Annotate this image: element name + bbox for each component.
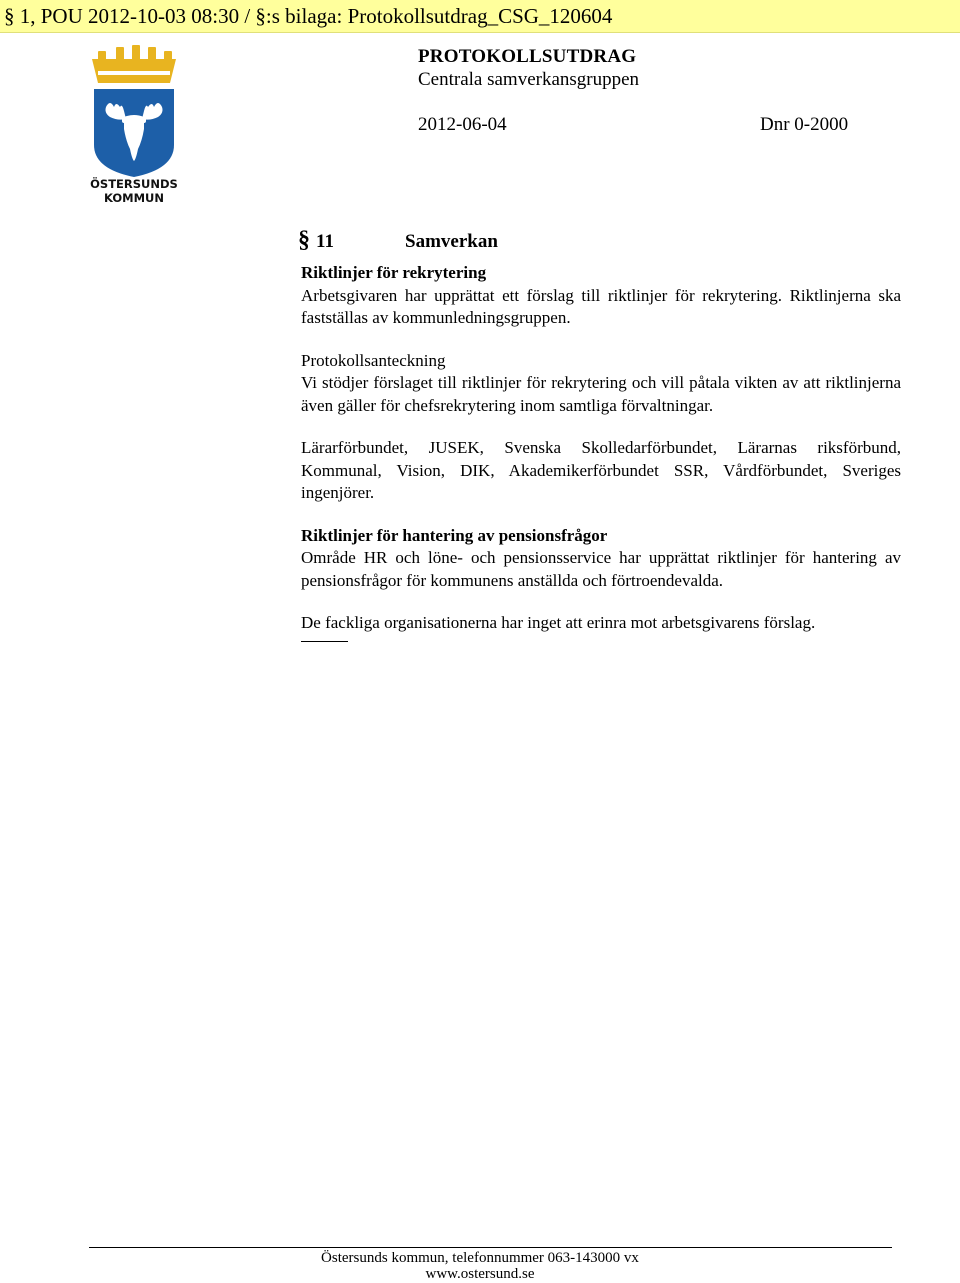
section-title: Samverkan: [405, 231, 498, 252]
document-body: [298, 227, 901, 642]
coat-of-arms-icon: [86, 45, 182, 205]
paragraph-unions: [301, 437, 901, 505]
footer-website: www.ostersund.se: [425, 1266, 535, 1282]
municipality-logo: [86, 45, 182, 205]
document-dnr: Dnr 0-2000: [760, 114, 849, 135]
svg-text:KOMMUN: KOMMUN: [103, 191, 165, 205]
document-subtitle: Centrala samverkansgruppen: [418, 69, 640, 90]
paragraph-conclusion: [301, 612, 901, 635]
document-banner: § 1, POU 2012-10-03 08:30 / §:s bilaga: Protokollsutdrag_CSG_120604: [0, 0, 960, 33]
subheading-recruitment: Riktlinjer för rekrytering: [301, 263, 487, 282]
svg-text:ÖSTERSUNDS: ÖSTERSUNDS: [90, 177, 178, 191]
footer-contact: Östersunds kommun, telefonnummer 063-143000 vx: [321, 1250, 639, 1266]
footer-divider: [89, 1247, 892, 1248]
subheading-pensions: Riktlinjer för hantering av pensionsfrågor: [301, 525, 608, 545]
crown-icon: [92, 45, 176, 83]
paragraph-text: De fackliga organisationerna har inget att erinra mot arbetsgivarens förslag.: [301, 613, 816, 632]
document-date: 2012-06-04: [418, 114, 507, 135]
end-rule: [301, 641, 348, 642]
paragraph-text: Vi stödjer förslaget till riktlinjer för rekrytering och vill påtala vikten av att riktlinjerna även gäller för chefsrekrytering inom samtliga förvaltningar.: [301, 373, 901, 415]
paragraph-text: Område HR och löne- och pensionsservice har upprättat riktlinjer för hantering av pensionsfrågor för kommunens anställda och förtroendevalda.: [301, 548, 901, 590]
section-number: 11: [316, 231, 334, 252]
section-symbol: §: [298, 227, 310, 253]
paragraph-recruitment: [301, 262, 901, 330]
paragraph-protocol-note: [301, 350, 901, 418]
section-heading: [298, 227, 901, 258]
paragraph-text: Arbetsgivaren har upprättat ett förslag till riktlinjer för rekrytering. Riktlinjerna ska fastställas av kommunledningsgruppen.: [301, 285, 901, 327]
paragraph-text: Lärarförbundet, JUSEK, Svenska Skolledarförbundet, Lärarnas riksförbund, Kommunal, Vision, DIK, Akademikerförbundet SSR, Vårdförbundet, Sveriges ingenjörer.: [301, 438, 901, 502]
paragraph-pensions: [301, 525, 901, 593]
document-title: PROTOKOLLSUTDRAG: [418, 46, 637, 67]
subheading-protocol-note: Protokollsanteckning: [301, 350, 446, 370]
